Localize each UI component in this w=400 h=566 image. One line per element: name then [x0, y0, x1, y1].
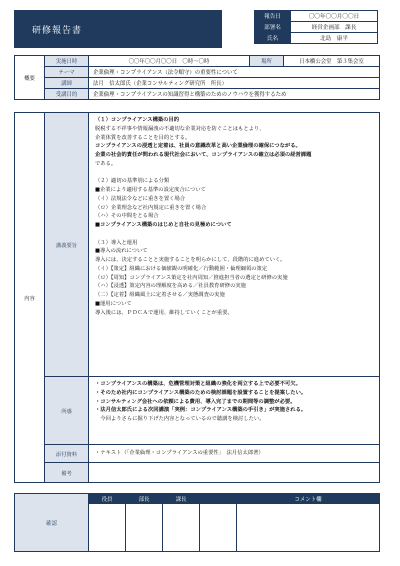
meta-row-name — [255, 33, 378, 44]
stamp-box-blank[interactable] — [200, 504, 237, 552]
lecture-line: 企業体質を改善することを目的とする。 — [95, 134, 191, 141]
lecture-label: 講義要旨 — [45, 113, 89, 377]
meta-row-date — [255, 11, 378, 22]
report-title-text: 研修報告書 — [32, 25, 83, 36]
lecture-line: （ハ）【浸透】策定内容の理解度を高める／社員教育研修の実施 — [95, 283, 246, 290]
place-value[interactable]: 日本橋公会堂 第３集会室 — [284, 56, 380, 67]
opinion-line: ・コンサルティング会社への依頼による費用、導入完了までの期間等の調整が必要。 — [95, 398, 296, 405]
lecture-line: （二）【定着】組織風土に定着させる／実態調査の実施 — [95, 292, 225, 298]
lecture-line: （１）コンプライアンス構築の目的 — [95, 117, 180, 123]
opinion-line: 今回よりさらに掘り下げた内容となっているので聴講を検討したい。 — [95, 416, 265, 422]
lecture-line: （ロ）【周知】コンプライアンス策定を社内周知／推進担当者の選定と研修の実施 — [95, 274, 288, 281]
lecture-line: （３）導入と運用 — [95, 239, 138, 246]
theme-label: テーマ — [45, 67, 89, 78]
lecture-line: （２）適切の基準別による分類 — [95, 178, 170, 185]
meta-key: 氏名 — [255, 33, 291, 44]
lecture-line: ■コンプライアンス構築のはじめと自社の見極めについて — [95, 222, 232, 228]
lecture-line: （ロ）企業理念など社内規定に重きを置く場合 — [95, 204, 207, 211]
lecture-line: ■導入の流れについて — [95, 248, 148, 255]
confirm-header-section-chief: 課長 — [163, 494, 200, 504]
confirm-header-manager: 部長 — [126, 494, 163, 504]
confirm-header-comment: コメント欄 — [237, 494, 380, 504]
confirm-label: 確認 — [15, 494, 89, 552]
overview-section-label: 概要 — [15, 56, 45, 100]
remarks-value[interactable] — [89, 463, 380, 483]
stamp-box-section-chief[interactable] — [163, 504, 200, 552]
lecture-line — [95, 169, 373, 178]
lecture-line: （イ）【策定】組織における価値観の明確化／行動範囲・倫理綱領の策定 — [95, 265, 268, 272]
lecture-line — [95, 230, 373, 239]
overview-table — [14, 55, 380, 100]
meta-value-department[interactable]: 経営企画部 課長 — [291, 22, 378, 33]
confirm-header-blank — [200, 494, 237, 504]
meta-key: 部署名 — [255, 22, 291, 33]
lecture-line: である。 — [95, 160, 117, 167]
lecture-line: （イ）法規法令などに重きを置く場合 — [95, 195, 186, 202]
meta-row-department — [255, 22, 378, 33]
meta-value-name[interactable]: 北島 康平 — [291, 33, 378, 44]
place-label: 場所 — [250, 56, 284, 67]
lecturer-value[interactable]: 法月 信太郎氏（企業コンサルティング研究所 所長） — [89, 78, 380, 89]
opinion-label: 所感 — [45, 377, 89, 445]
lecturer-label: 講師 — [45, 78, 89, 89]
confirm-header-executive: 役員 — [89, 494, 126, 504]
report-meta-table — [254, 10, 378, 44]
lecture-line: 脱税する不祥事や情報漏洩の不適切な企業対応を防ぐことはもとより、 — [95, 125, 265, 132]
stamp-box-manager[interactable] — [126, 504, 163, 552]
attachment-label: 添付資料 — [45, 445, 89, 463]
purpose-label: 受講目的 — [45, 89, 89, 100]
opinion-line: ・コンプライアンスの構築は、危機管理対策と組織の強化を両立する上で必要不可欠。 — [95, 381, 301, 387]
opinion-text[interactable] — [89, 377, 380, 445]
meta-value-date[interactable]: 〇〇年〇〇月〇〇日 — [291, 11, 378, 22]
report-title — [14, 10, 222, 48]
lecture-line: 導入後には、ＰＤＣＡで運用、維持していくことが重要。 — [95, 309, 233, 316]
content-table — [14, 112, 380, 483]
theme-value[interactable]: 企業倫理・コンプライアンス（法令順守）の重要性について — [89, 67, 380, 78]
attachment-value[interactable]: ・テキスト（「企業倫理・コンプライアンスの重要性」 法月信太郎著） — [89, 445, 380, 463]
opinion-line: ・法月信太郎氏による次回講演「実例：コンプライアンス構築の手引き」が実施される。 — [95, 407, 307, 414]
stamp-box-executive[interactable] — [89, 504, 126, 552]
confirm-table — [14, 493, 380, 552]
comment-box[interactable] — [237, 504, 380, 552]
content-section-label: 内容 — [15, 113, 45, 483]
date-value[interactable]: 〇〇年〇〇月〇〇日 〇時～〇時 — [89, 56, 250, 67]
lecture-line: （ハ）その中間をとる場合 — [95, 213, 159, 220]
remarks-label: 備考 — [45, 463, 89, 483]
lecture-line: 導入には、決定することと実施することを明らかにして、段階的に進めていく。 — [95, 257, 286, 263]
lecture-line: 企業の社会的責任が問われる現代社会において、コンプライアンスの確立は必須の経営課題 — [95, 152, 312, 158]
lecture-summary[interactable] — [89, 113, 380, 377]
opinion-line: ・そのため社内にコンプライアンス構築のための検討課題を設置することを提案したい。 — [95, 389, 307, 396]
meta-key: 報告日 — [255, 11, 291, 22]
purpose-value[interactable]: 企業倫理・コンプライアンスの知識習得と構築のためのノウハウを獲得するため — [89, 89, 380, 100]
lecture-line: ■企業により適用する基準の設定度合について — [95, 187, 206, 193]
lecture-line: ■運用について — [95, 300, 132, 307]
lecture-line: コンプライアンスの浸透と定着は、社員の意識改革と高い企業倫理の確保につながる。 — [95, 143, 301, 150]
date-label: 実施日時 — [45, 56, 89, 67]
